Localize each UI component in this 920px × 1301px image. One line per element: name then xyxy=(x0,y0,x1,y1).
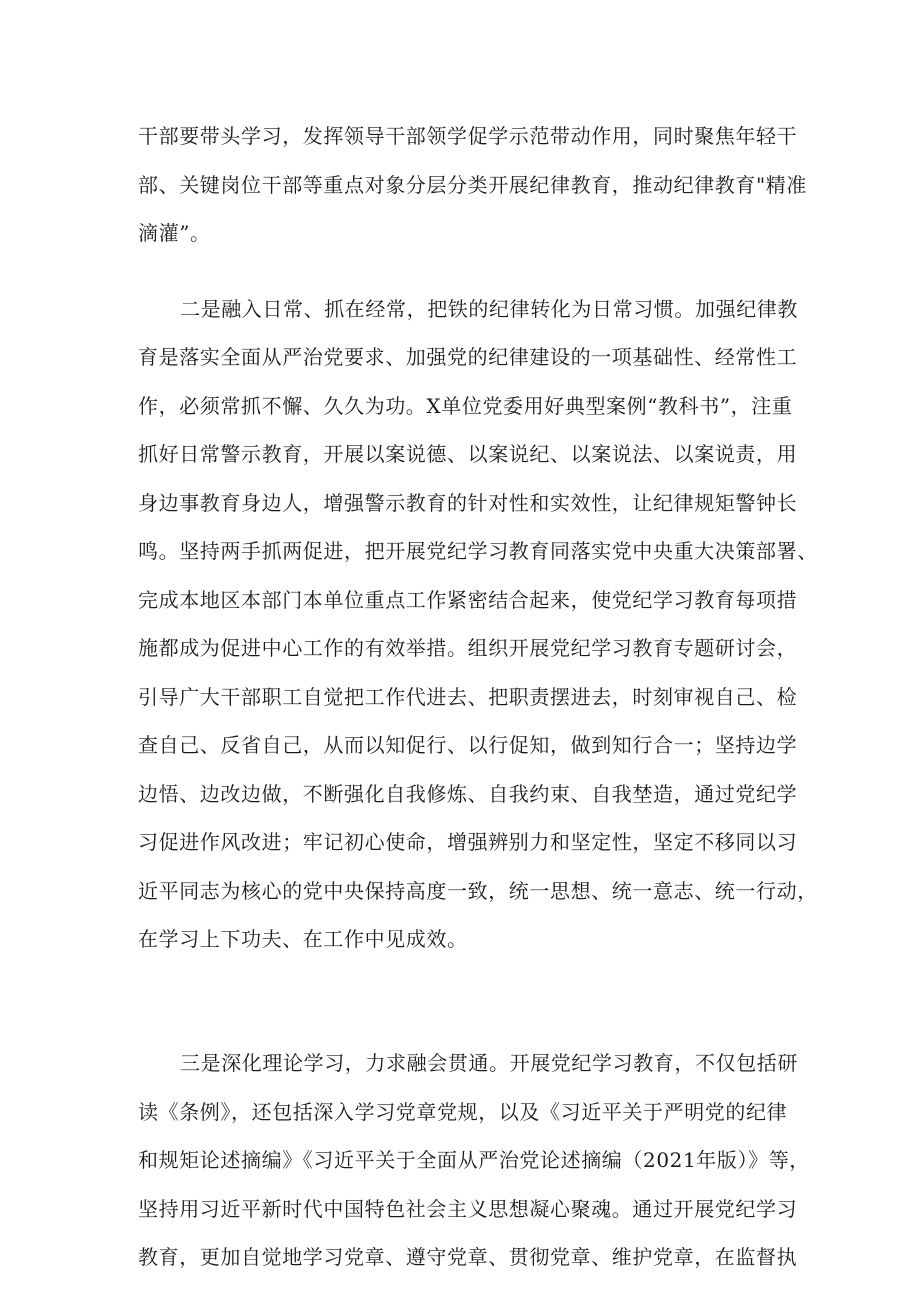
text-line: 坚持用习近平新时代中国特色社会主义思想凝心聚魂。通过开展党纪学习 xyxy=(138,1196,798,1221)
text-line: 二是融入日常、抓在经常，把铁的纪律转化为日常习惯。加强纪律教 xyxy=(180,296,798,321)
text-line: 教育，更加自觉地学习党章、遵守党章、贯彻党章、维护党章，在监督执 xyxy=(138,1245,798,1269)
text-line xyxy=(138,964,798,1013)
text-line: 部、关键岗位干部等重点对象分层分类开展纪律教育，推动纪律教育"精准 xyxy=(138,172,807,197)
text-line: 滴灌”。 xyxy=(138,221,211,245)
paragraph-spacer xyxy=(138,258,798,285)
text-line: 习促进作风改进；牢记初心使命，增强辨别力和坚定性，坚定不移同以习 xyxy=(138,830,798,854)
text-line: 抓好日常警示教育，开展以案说德、以案说纪、以案说法、以案说责，用 xyxy=(138,442,798,466)
text-line: 三是深化理论学习，力求融会贯通。开展党纪学习教育，不仅包括研 xyxy=(180,1051,798,1075)
text-line: 在学习上下功夫、在工作中见成效。 xyxy=(138,927,468,951)
text-line: 育是落实全面从严治党要求、加强党的纪律建设的一项基础性、经常性工 xyxy=(138,345,798,369)
paragraph-1 xyxy=(138,112,807,258)
paragraph-spacer xyxy=(138,1012,798,1039)
paragraph-2 xyxy=(138,285,818,1013)
text-line: 作，必须常抓不懈、久久为功。X单位党委用好典型案例“教科书”，注重 xyxy=(138,393,793,418)
text-line: 引导广大干部职工自觉把工作代进去、把职责摆进去，时刻审视自己、检 xyxy=(138,684,798,709)
text-line: 边悟、边改边做，不断强化自我修炼、自我约束、自我埜造，通过党纪学 xyxy=(138,781,798,806)
text-line: 和规矩论述摘编》《习近平关于全面从严治党论述摘编（2021年版）》等， xyxy=(138,1148,810,1172)
text-line: 鸣。坚持两手抓两促进，把开展党纪学习教育同落实党中央重大决策部署、 xyxy=(138,539,818,563)
text-line: 近平同志为核心的党中央保持高度一致，统一思想、统一意志、统一行动， xyxy=(138,878,818,903)
text-line: 完成本地区本部门本单位重点工作紧密结合起来，使党纪学习教育每项措 xyxy=(138,587,798,612)
text-line: 干部要带头学习，发挥领导干部领学促学示范带动作用，同时聚焦年轻干 xyxy=(138,124,798,148)
text-line: 读《条例》，还包括深入学习党章党规，以及《习近平关于严明党的纪律 xyxy=(138,1099,788,1124)
document-body xyxy=(138,112,818,1282)
text-line: 查自己、反省自己，从而以知促行、以行促知，做到知行合一；坚持边学 xyxy=(138,733,798,757)
paragraph-3 xyxy=(138,1039,810,1282)
text-line: 施都成为促进中心工作的有效举措。组织开展党纪学习教育专题研讨会， xyxy=(138,636,798,660)
text-line: 身边事教育身边人，增强警示教育的针对性和实效性，让纪律规矩警钟长 xyxy=(138,490,798,515)
